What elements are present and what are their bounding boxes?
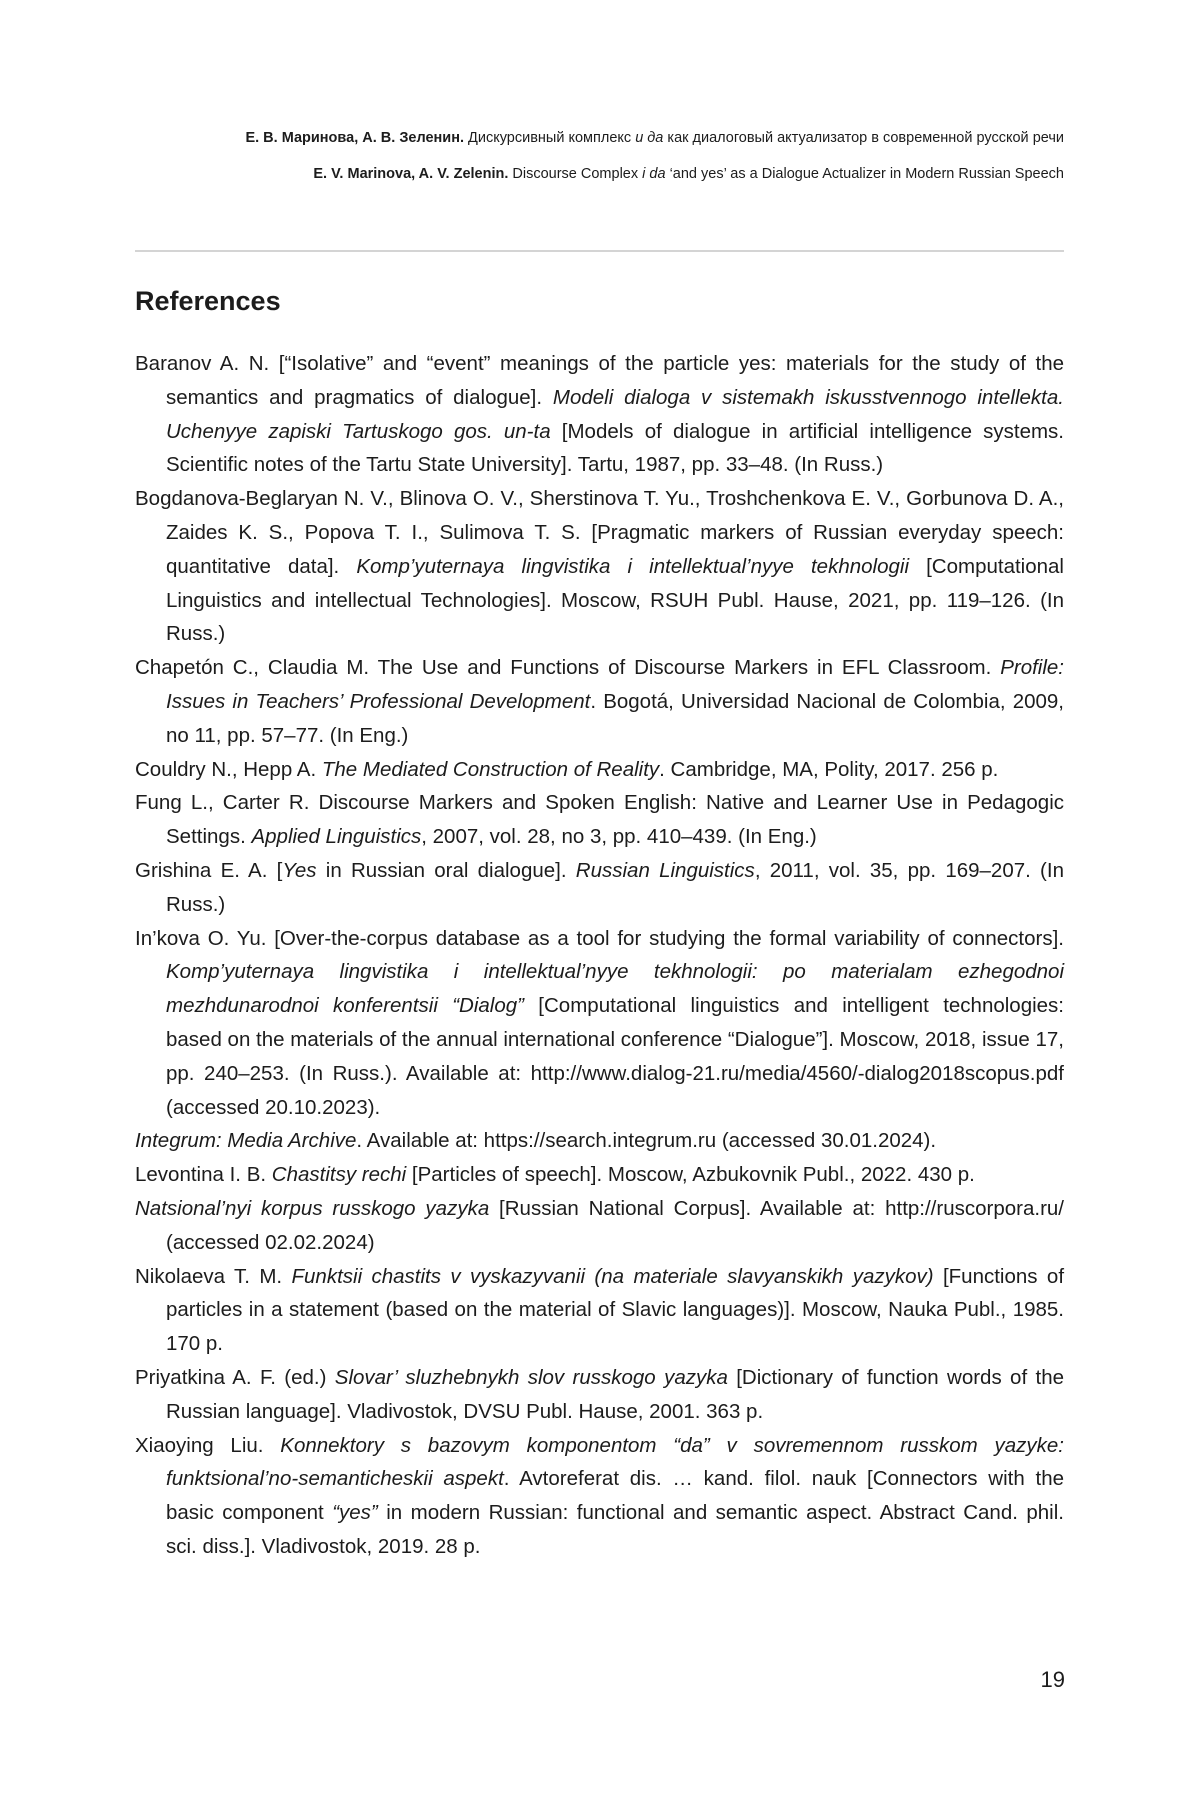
reference-item	[135, 1429, 1064, 1564]
reference-item	[135, 482, 1064, 651]
reference-list	[135, 347, 1064, 1564]
reference-item	[135, 1124, 1064, 1158]
running-head-russian	[135, 128, 1064, 148]
reference-text: Couldry N., Hepp A.	[135, 757, 322, 781]
reference-item	[135, 922, 1064, 1125]
reference-text: [Computational linguistics and intelligent technologies: based on the materials of the annual international conference “Dialogue”]. Moscow, 2018, issue 17, pp. 240–253. (In Russ.). Available at: http://www.dialog-21.ru/media/4560/-dialog2018scopus.pdf (accessed 20.10.2023).	[166, 994, 1064, 1119]
running-head-title-en-italic: i da	[642, 166, 666, 182]
running-head-title-ru-italic: и да	[635, 130, 664, 146]
reference-item	[135, 1158, 1064, 1192]
reference-item	[135, 1192, 1064, 1260]
running-head-authors-en: E. V. Marinova, A. V. Zelenin.	[313, 166, 509, 182]
reference-text: Xiaoying Liu.	[135, 1433, 281, 1457]
reference-text: [Russian National Corpus]. Available at: http://ruscorpora.ru/ (accessed 02.02.2024)	[166, 1196, 1064, 1254]
reference-source-title: Integrum: Media Archive	[135, 1129, 357, 1153]
running-head-title-ru-part2: как диалоговый актуализатор в современной русской речи	[667, 130, 1064, 146]
reference-italic-word: Yes	[282, 858, 317, 882]
reference-text: Levontina I. B.	[135, 1163, 272, 1187]
running-head-title-en-part1: Discourse Complex	[512, 166, 639, 182]
reference-text: Bogdanova-Beglaryan N. V., Blinova O. V., Sherstinova T. Yu., Troshchenkova E. V., Gorbunova D. A., Zaides K. S., Popova T. I., Sulimova T. S. [Pragmatic markers of Russian everyday speech: quantitative data].	[135, 487, 1064, 578]
reference-text: [Models of dialogue in artificial intelligence systems. Scientific notes of the Tartu State University]. Tartu, 1987, pp. 33–48. (In Russ.)	[166, 419, 1064, 477]
reference-source-title: Profile: Issues in Teachers’ Professional Development	[166, 656, 1064, 713]
reference-text: in modern Russian: functional and semantic aspect. Abstract Cand. phil. sci. diss.]. Vladivostok, 2019. 28 p.	[166, 1501, 1064, 1558]
running-head-title-ru-part1: Дискурсивный комплекс	[468, 130, 632, 146]
reference-text: . Bogotá, Universidad Nacional de Colombia, 2009, no 11, pp. 57–77. (In Eng.)	[166, 689, 1064, 747]
reference-text: in Russian oral dialogue].	[316, 858, 576, 882]
reference-source-title: Russian Linguistics	[575, 858, 755, 882]
reference-text: Nikolaeva T. M.	[135, 1264, 292, 1288]
page-number: 19	[1040, 1667, 1065, 1692]
reference-text: . Avtoreferat dis. … kand. filol. nauk [Connectors with the basic component	[166, 1467, 1064, 1525]
reference-text: Baranov A. N. [“Isolative” and “event” meanings of the particle yes: materials for the study of the semantics and pragmatics of dialogue].	[135, 352, 1064, 409]
reference-item	[135, 1361, 1064, 1429]
reference-text: Priyatkina A. F. (ed.)	[135, 1365, 335, 1389]
reference-text: In’kova O. Yu. [Over-the-corpus database as a tool for studying the formal variability of connectors].	[135, 926, 1064, 950]
reference-source-title: Komp’yuternaya lingvistika i intellektual’nyye tekhnologii: po materialam ezhegodnoi mezhdunarodnoi konferentsii “Dialog”	[166, 960, 1064, 1018]
reference-item	[135, 1260, 1064, 1361]
header-divider	[135, 250, 1064, 252]
reference-source-title: Funktsii chastits v vyskazyvanii (na materiale slavyanskikh yazykov)	[291, 1264, 934, 1288]
reference-text: [Functions of particles in a statement (based on the material of Slavic languages)]. Moscow, Nauka Publ., 1985. 170 p.	[166, 1264, 1065, 1356]
reference-text: [Computational Linguistics and intellectual Technologies]. Moscow, RSUH Publ. Hause, 2021, pp. 119–126. (In Russ.)	[166, 554, 1064, 646]
reference-item	[135, 753, 1064, 787]
running-head-english	[135, 164, 1064, 184]
reference-text: , 2011, vol. 35, pp. 169–207. (In Russ.)	[166, 858, 1064, 916]
reference-source-title: Slovar’ sluzhebnykh slov russkogo yazyka	[334, 1365, 728, 1389]
reference-text: . Available at: https://search.integrum.ru (accessed 30.01.2024).	[356, 1129, 937, 1153]
reference-text: [Dictionary of function words of the Russian language]. Vladivostok, DVSU Publ. Hause, 2001. 363 p.	[166, 1365, 1065, 1423]
reference-source-title: The Mediated Construction of Reality	[321, 757, 660, 781]
reference-item	[135, 347, 1064, 482]
reference-italic-word: “yes”	[332, 1501, 378, 1525]
running-head-title-en-part2: ‘and yes’ as a Dialogue Actualizer in Modern Russian Speech	[669, 166, 1064, 182]
section-title: References	[135, 286, 281, 316]
reference-text: , 2007, vol. 28, no 3, pp. 410–439. (In Eng.)	[421, 825, 817, 849]
reference-text: [Particles of speech]. Moscow, Azbukovnik Publ., 2022. 430 p.	[406, 1163, 975, 1187]
running-head-authors-ru: Е. В. Маринова, А. В. Зеленин.	[245, 130, 465, 146]
reference-source-title: Natsional’nyi korpus russkogo yazyka	[135, 1196, 490, 1220]
reference-item	[135, 854, 1064, 922]
reference-source-title: Konnektory s bazovym komponentom “da” v sovremennom russkom yazyke: funktsional’no-semanticheskii aspekt	[166, 1433, 1064, 1491]
reference-text: Fung L., Carter R. Discourse Markers and Spoken English: Native and Learner Use in Pedagogic Settings.	[135, 791, 1064, 849]
reference-source-title: Modeli dialoga v sistemakh iskusstvennogo intellekta. Uchenyye zapiski Tartuskogo gos. un-ta	[166, 385, 1064, 443]
reference-source-title: Komp’yuternaya lingvistika i intellektual’nyye tekhnologii	[356, 554, 909, 578]
reference-source-title: Chastitsy rechi	[271, 1163, 407, 1187]
reference-source-title: Applied Linguistics	[251, 825, 422, 849]
reference-item	[135, 786, 1064, 854]
reference-item	[135, 651, 1064, 752]
reference-text: . Cambridge, MA, Polity, 2017. 256 p.	[659, 757, 999, 781]
reference-text: Chapetón C., Claudia M. The Use and Functions of Discourse Markers in EFL Classroom.	[135, 656, 1001, 680]
reference-text: Grishina E. A. [	[135, 858, 283, 882]
